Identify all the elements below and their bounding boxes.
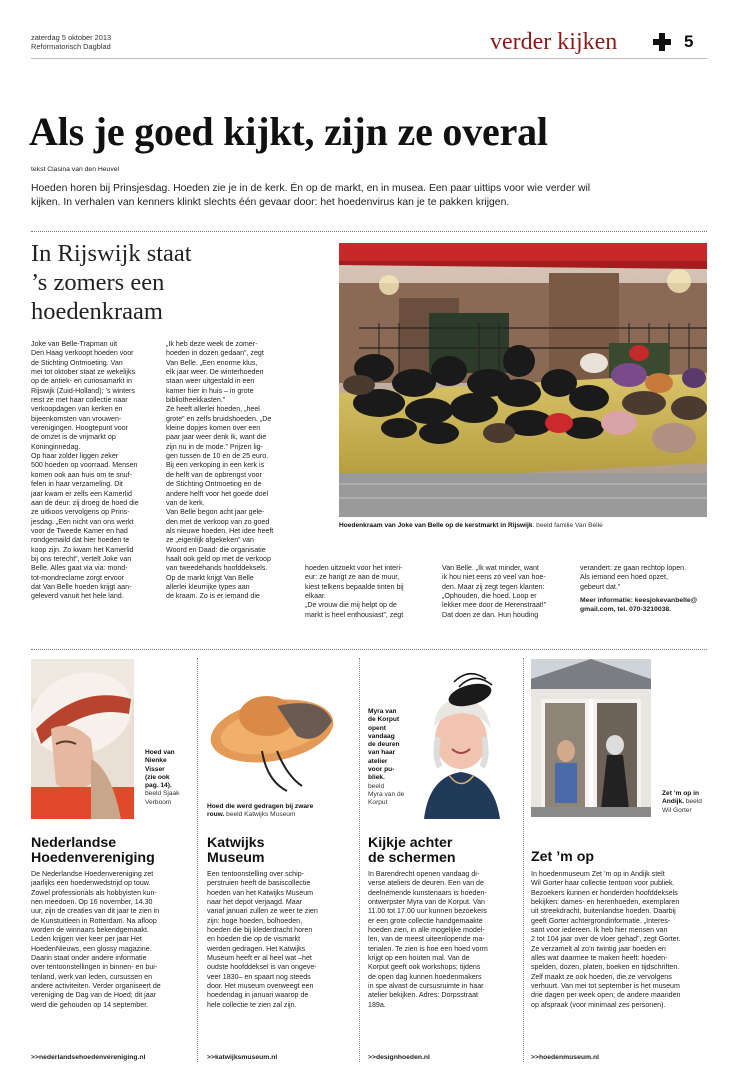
text-line: drie dagen per week open; de andere maanden (531, 991, 681, 1000)
text-line: hoeden in dozen gedaan”, zegt (166, 349, 264, 358)
text-line: jaarlijks een hoedenwedstrijd op touw. (31, 879, 151, 888)
text-column (31, 340, 159, 602)
text-line: hele collectie te zien zal zijn. (207, 1000, 297, 1009)
text-line: allerlei kleurrijke types aan (166, 582, 250, 591)
divider (31, 649, 707, 650)
text-line: ze uitkoos vervolgens op Prins- (31, 508, 130, 517)
page-number: 5 (684, 32, 694, 51)
text-line: „Ik heb deze week de zomer- (166, 340, 258, 348)
text-line: oudste hoofddeksel is van ongeve- (207, 963, 317, 972)
intro (31, 182, 651, 210)
divider (31, 231, 707, 232)
text-line: Koninginnedag. (31, 442, 81, 451)
text-line: koop zijn. Zo kwam het Kamerlid (31, 545, 134, 554)
text-line: grote” en zelfs bruidshoeden. „De (166, 414, 272, 423)
text-line: „Ophouden, die hoed. Loop er (442, 592, 537, 601)
text-column (166, 340, 300, 602)
text-line: gen tussen de 10 en de 25 euro. (166, 452, 269, 461)
text-line: de helft van de opbrengst voor (166, 470, 262, 479)
text-line: op afspraak (voor minimaal zes personen). (531, 1000, 666, 1009)
photo-caption: Hoed die werd gedragen bij zware rouw. beeld Katwijks Museum (207, 803, 314, 819)
intro-line: kijken. In verhalen van kenners klinkt slechts één gevaar door: het hoedenvirus kan je te pakken krijgen. (31, 197, 510, 208)
text-line: verandert: ze gaan rechtop lopen. (580, 564, 687, 572)
text-line: deelnemende kunstenaars is hoeden- (368, 888, 487, 897)
link-hoedenmuseum[interactable]: >>hoedenmuseum.nl (531, 1054, 599, 1061)
text-line: hoeden zien, in alle mogelijke model- (368, 926, 485, 935)
text-line: de Stichting Ontmoeting. Van (31, 358, 123, 367)
text-line: verse ateliers de deuren. Een van de (368, 879, 484, 888)
photo-zet-m-op-museum (531, 659, 651, 817)
article-headline: Als je goed kijkt, zijn ze overal (29, 109, 548, 154)
text-line: naar het depot verjaagd. Maar (207, 898, 303, 907)
text-line: verkoopdagen van kerken en (31, 405, 123, 414)
text-line: werd die gehouden op 14 september. (31, 1000, 149, 1009)
link-katwijksmuseum[interactable]: >>katwijksmuseum.nl (207, 1054, 278, 1061)
text-line: de open dag kunnen hoedenmakers (368, 972, 482, 981)
text-line: 2 tot 104 jaar over de vloer gehad”, zegt Gorter. (531, 935, 681, 944)
text-line: jesdag. „Een nicht van ons werkt (31, 517, 134, 526)
text-line: de Stichting Ontmoeting en de (166, 480, 262, 489)
text-line: Van Belle. „Ik wat minder, want (442, 564, 539, 572)
box-title: Kijkje achter de schermen (368, 835, 456, 866)
column-divider (523, 658, 524, 1062)
text-line: den. Maar zij zegt tegen klanten: (442, 582, 545, 591)
text-line: Op de markt krijgt Van Belle (166, 573, 254, 582)
issue-date: zaterdag 5 oktober 2013 (31, 33, 112, 42)
text-line: In Barendrecht openen vandaag di- (368, 870, 480, 878)
text-line: felen in haar verzameling. Dit (31, 480, 123, 489)
text-line: en hoeden die op de vismarkt (207, 935, 301, 944)
text-line: Ze heeft allerlei hoeden, „heel (166, 405, 260, 414)
text-line: bij ons terecht”, vertelt Joke van (31, 554, 132, 563)
text-line: geleverd vanuit het hele land. (31, 592, 124, 601)
text-line: Wil Gorter haar collectie tentoon voor publiek. (531, 879, 675, 888)
text-line: andere helft voor het goede doel (166, 489, 269, 498)
text-line: kamer hier in huis – in grote (166, 386, 254, 395)
text-line: worden de winnaars bekendgemaakt. (31, 926, 149, 935)
text-line: voor de Tweede Kamer en had (31, 526, 128, 535)
text-line: Bij een verkoping in een kerk is (166, 461, 265, 470)
text-line: hoeden uitzoekt voor het interi- (305, 564, 403, 572)
text-line: over tentoonstellingen in binnen- en bui- (31, 963, 158, 972)
text-line: paar jaar weer denk ik, want die (166, 433, 267, 442)
text-line: bijeenkomsten van vrouwen- (31, 414, 122, 423)
text-line: hoeden van het Katwijks Museum (207, 888, 314, 897)
link-designhoeden[interactable]: >>designhoeden.nl (368, 1054, 430, 1061)
photo-myra-van-de-korput (414, 667, 508, 819)
text-line: krijgt op een houten mal. Van de (368, 954, 470, 963)
text-line: len, van de meest uiteenlopende ma- (368, 935, 485, 944)
photo-caption: Hoedenkraam van Joke van Belle op de kerstmarkt in Rijswijk. beeld familie Van Belle (339, 522, 603, 529)
text-line: alles wat daarmee te maken heeft: hoeden- (531, 954, 668, 963)
text-line: uur, zijn de creaties van dit jaar te zien in (31, 907, 160, 916)
text-line: 11.00 tot 17.00 uur kunnen bezoekers (368, 907, 487, 916)
text-line: werden gedragen. Het Katwijks (207, 944, 306, 953)
text-line: bekijken: dames- en herenhoeden, exemplaren (531, 898, 680, 907)
text-line: Belle. Alles gaat via via: mond- (31, 564, 128, 573)
text-line: 500 hoeden op voorraad. Mensen (31, 461, 138, 470)
text-line: reist ze met haar collectie naar (31, 396, 128, 405)
text-line: Joke van Belle-Trapman uit (31, 340, 118, 348)
text-line: Van Belle. „Een enorme klus, (166, 358, 258, 367)
text-line: verenigingen. Hoogtepunt voor (31, 424, 129, 433)
text-line: 189a. (368, 1000, 386, 1009)
text-line: veer 1830– en spaart nog steeds (207, 972, 311, 981)
text-line: Een tentoonstelling over schip- (207, 870, 305, 878)
intro-line: Hoeden horen bij Prinsjesdag. Hoeden zie je in de kerk. Én op de markt, en in musea. Een paar uittips voor wie verder wil (31, 183, 591, 194)
text-line: er een grote collectie handgemaakte (368, 916, 483, 925)
text-line: den met de verkoop van zo goed (166, 517, 270, 526)
text-line: Woord en Daad: die organisatie (166, 545, 266, 554)
text-line: Ze verzamelt al zo’n twintig jaar hoeden en (531, 944, 666, 953)
text-line: bibliotheekkasten.” (166, 396, 226, 405)
text-line: „De vrouw die mij helpt op de (305, 601, 397, 610)
text-line: in spe alvast de cursusruimte in haar (368, 982, 484, 991)
text-line: Daarin staat onder andere informatie (31, 954, 147, 963)
text-line: gebeurt dat.” (580, 582, 621, 591)
text-line: Als iemand een hoed opzet, (580, 573, 668, 582)
header-rule (31, 58, 707, 59)
text-line: elk jaar weer. De winterhoeden (166, 368, 264, 377)
box-body (368, 870, 520, 1010)
text-line: lekker mee door de Herenstraat!” (442, 601, 547, 610)
masthead (31, 28, 707, 60)
text-line: zijn: hoge hoeden, bolhoeden, (207, 916, 303, 925)
text-column (442, 564, 572, 620)
photo-nienke-visser-hat (31, 659, 134, 819)
text-line: kiest telkens bepaalde tinten bij (305, 582, 404, 591)
column-divider (359, 658, 360, 1062)
section-title: verder kijken (490, 29, 618, 55)
text-line: Dat doen ze dan. Hun houding (442, 610, 539, 619)
text-line: spelden, dozen, platen, boeken en tijdschriften. (531, 963, 680, 972)
text-line: de kraam. Zo is er iemand die (166, 592, 260, 601)
byline: tekst Clasina van den Heuvel (31, 166, 120, 173)
paper-name: Reformatorisch Dagblad (31, 42, 111, 51)
text-line: als nieuwe hoeden. Het idee heeft (166, 526, 274, 535)
text-line: andere activiteiten. Verder organiseert de (31, 982, 161, 991)
text-line: Den Haag verkoopt hoeden voor (31, 349, 134, 358)
hat-stall-photo (339, 243, 707, 517)
text-line: perstruien heeft de basiscollectie (207, 879, 311, 888)
text-line: ontwerpster Myra van de Korput. Van (368, 898, 485, 907)
text-line: Rijswijk (Zuid-Holland); ’s winters (31, 386, 135, 395)
sub-headline: In Rijswijk staat ’s zomers een hoedenkraam (31, 240, 192, 325)
text-line: eur: ze hangt ze aan de muur, (305, 573, 400, 582)
text-line: vanaf januari zullen ze weer te zien (207, 907, 318, 916)
box-title: Katwijks Museum (207, 835, 265, 866)
box-title: Zet ’m op (531, 849, 595, 865)
text-line: aan de deur: zij droeg de hoed die (31, 498, 139, 507)
text-line: hoeden die bij klederdracht horen (207, 926, 313, 935)
text-line: Museum heeft er al heel wat –het (207, 954, 312, 963)
box-body (207, 870, 357, 1010)
box-body (31, 870, 193, 1010)
text-line: op de antiek- en curiosamarkt in (31, 377, 132, 386)
text-line: komen ook aan huis om te snuf- (31, 470, 132, 479)
text-line: Zelf maakt ze ook hoeden, die ze vervolgens (531, 972, 672, 981)
box-title: Nederlandse Hoedenvereniging (31, 835, 155, 866)
text-line: de omzet is de vrijmarkt op (31, 433, 116, 442)
text-column (580, 564, 710, 592)
text-line: mei tot oktober staat ze wekelijks (31, 368, 136, 377)
text-line: tenland, werk van leden, cursussen en (31, 972, 153, 981)
column-divider (197, 658, 198, 1062)
text-line: zijn nu in de mode.” Prijzen lig- (166, 442, 263, 451)
text-line: atelier bekijken. Adres: Dorpsstraat (368, 991, 479, 1000)
text-line: uit streekdracht, buitenlandse hoeden. Daarbij (531, 907, 676, 916)
text-line: geeft Gorter achtergrondinformatie. „Interes- (531, 916, 671, 925)
text-line: Van Belle begon acht jaar gele- (166, 508, 265, 517)
box-body (531, 870, 707, 1010)
text-line: terialen. Te zien is hoe een hoed vorm (368, 944, 488, 953)
more-info: Meer informatie: keesjokevanbelle@ gmail.com, tel. 070-3210038. (580, 597, 698, 613)
text-line: De Nederlandse Hoedenvereniging zet (31, 870, 154, 878)
text-line: de Kunstuitleen in Rotterdam. Na afloop (31, 916, 157, 925)
text-line: hoedendag in januari waarop de (207, 991, 309, 1000)
text-line: ze „eigenlijk afgekeken” van (166, 536, 254, 545)
text-line: HoedenNieuws, een glossy magazine. (31, 944, 152, 953)
text-line: dat Van Belle hoeden krijgt aan- (31, 582, 132, 591)
link-nederlandsehoedenvereniging[interactable]: >>nederlandsehoedenvereniging.nl (31, 1054, 146, 1061)
text-line: sant voor iedereen. Ik heb hier mensen van (531, 926, 668, 935)
text-column (305, 564, 435, 620)
text-line: van de kerk. (166, 498, 205, 507)
text-line: haalt ook geld op met de verkoop (166, 554, 271, 563)
text-line: staan weer uitgestald in een (166, 377, 255, 386)
text-line: verhuurt. Van mei tot september is het museum (531, 982, 680, 991)
photo-caption: Zet ’m op in Andijk. beeld Wil Gorter (662, 790, 702, 814)
text-line: Zowel professionals als hobbyisten kun- (31, 888, 157, 897)
text-line: Bezoekers kunnen er honderden hoofddeksels (531, 888, 678, 897)
text-line: tot-mondreclame zorgt ervoor (31, 573, 125, 582)
plus-icon (653, 33, 671, 51)
photo-mourning-hat (207, 676, 337, 801)
text-line: van tweedehands hoofddeksels. (166, 564, 268, 573)
text-line: rondgemaild dat hier hoeden te (31, 536, 130, 545)
text-line: elkaar. (305, 592, 326, 601)
text-line: jaar kwam er zelfs een Kamerlid (31, 489, 132, 498)
photo-caption: Hoed van Nienke Visser (zie ook pag. 14). beeld Sjaak Verboom (145, 749, 180, 806)
text-line: kleine dopjes komen over een (166, 424, 261, 433)
text-line: markt is heel enthousiast”, zegt (305, 610, 404, 619)
text-line: door. Het museum overweegt een (207, 982, 314, 991)
photo-caption: Myra van de Korput opent vandaag de deuren van haar atelier voor pu- bliek. beeld Myra van de Korput (368, 708, 405, 807)
text-line: nen meedoen. Op 16 november, 14.30 (31, 898, 153, 907)
text-line: In hoedenmuseum Zet ’m op in Andijk stelt (531, 870, 665, 878)
text-line: Op haar zolder liggen zeker (31, 452, 119, 461)
text-line: vereniging de Dag van de Hoed; dit jaar (31, 991, 157, 1000)
text-line: ik hou niet eens zó veel van hoe- (442, 573, 546, 582)
text-line: Leden krijgen vier keer per jaar Het (31, 935, 142, 944)
text-line: Korput geeft ook workshops; tijdens (368, 963, 481, 972)
